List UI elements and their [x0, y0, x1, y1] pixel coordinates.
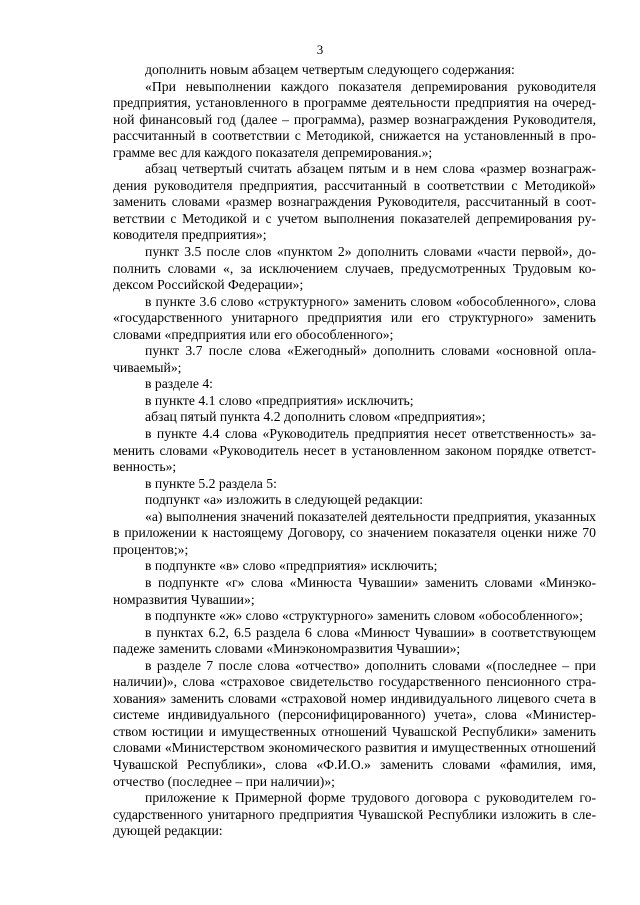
paragraph: в подпункте «ж» слово «структурного» заменить словом «обособленного»;: [145, 608, 583, 624]
paragraph: «а) выполнения значений показателей деятельности предприятия, указанных в приложении к настоящему Договору, со значением показателя оценки ниже 70 процентов;»;: [113, 508, 596, 557]
paragraph: «При невыполнении каждого показателя депремирования руководителя предприятия, установленного в программе деятельности предприятия на очередной финансовый год (далее – программа), размер вознаграждения Руководителя, рассчитанный в соответствии с Методикой, снижается на установленный в программе вес для каждого показателя депремирования.»;: [113, 78, 596, 160]
page-number: 3: [316, 42, 324, 57]
paragraph: в пунктах 6.2, 6.5 раздела 6 слова «Минюст Чувашии» в соответствующем падеже заменить словами «Минэкономразвития Чувашии»;: [113, 624, 596, 657]
paragraph: пункт 3.7 после слова «Ежегодный» дополнить словами «основной оплачиваемый»;: [113, 343, 596, 375]
paragraph: подпункт «а» изложить в следующей редакции:: [145, 492, 424, 508]
paragraph: приложение к Примерной форме трудового договора с руководителем государственного унитарного предприятия Чувашской Республики изложить в следующей редакции:: [113, 790, 596, 839]
paragraph: дополнить новым абзацем четвертым следующего содержания:: [145, 62, 515, 77]
paragraph: пункт 3.5 после слов «пунктом 2» дополнить словами «части первой», дополнить словами «, за исключением случаев, предусмотренных Трудовым кодексом Российской Федерации»;: [113, 244, 596, 293]
paragraph: в разделе 7 после слова «отчество» дополнить словами «(последнее – при наличии)», слова «страховое свидетельство государственного пенсионного страхования» заменить словами «страховой номер индивидуального лицевого счета в системе индивидуального (персонифицированного) учета», слова «Министерством юстиции и имущественных отношений Чувашской Республики» заменить словами «Министерством экономического развития и имущественных отношений Чувашской Республики», слова «Ф.И.О.» заменить словами «фамилия, имя, отчество (последнее – при наличии)»;: [113, 657, 596, 789]
paragraph: в подпункте «в» слово «предприятия» исключить;: [145, 558, 438, 574]
paragraph: в пункте 5.2 раздела 5:: [145, 475, 277, 491]
paragraph: абзац четвертый считать абзацем пятым и в нем слова «размер вознаграждения руководителя предприятия, рассчитанный в соответствии с Методикой» заменить словами «размер вознаграждения Руководителя, рассчитанный в соответствии с Методикой и с учетом выполнения показателей депремирования руководителя предприятия»;: [113, 161, 596, 243]
paragraph: в пункте 3.6 слово «структурного» заменить словом «обособленного», слова «государственного унитарного предприятия или его структурного» заменить словами «предприятия или его обособленного»;: [113, 293, 596, 342]
document-body: [113, 62, 596, 840]
paragraph: в подпункте «г» слова «Минюста Чувашии» заменить словами «Минэкономразвития Чувашии»;: [113, 574, 596, 607]
paragraph: в пункте 4.4 слова «Руководитель предприятия несет ответственность» заменить словами «Руководитель несет в установленном законом порядке ответственность»;: [113, 426, 596, 475]
paragraph: в пункте 4.1 слово «предприятия» исключить;: [145, 392, 414, 408]
paragraph: в разделе 4:: [145, 376, 213, 392]
paragraph: абзац пятый пункта 4.2 дополнить словом «предприятия»;: [145, 409, 486, 425]
